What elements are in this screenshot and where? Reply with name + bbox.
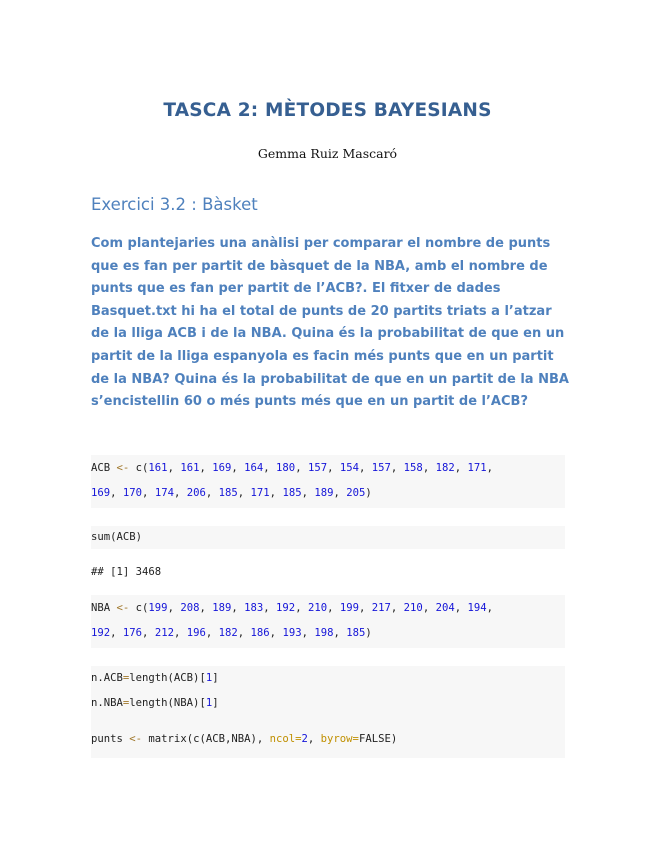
code-line: 192, 176, 212, 196, 182, 186, 193, 198, 185) <box>91 627 372 639</box>
author-name: Gemma Ruiz Mascaró <box>257 146 398 161</box>
code-line: NBA <- c(199, 208, 189, 183, 192, 210, 199, 217, 210, 204, 194, <box>91 602 494 614</box>
code-output: ## [1] 3468 <box>91 566 162 578</box>
code-chunk-sum <box>91 526 565 549</box>
code-line: 169, 170, 174, 206, 185, 171, 185, 189, 205) <box>91 487 372 499</box>
code-chunk-nba <box>91 595 565 648</box>
code-line: punts <- matrix(c(ACB,NBA), ncol=2, byrow=FALSE) <box>91 733 398 745</box>
document-title: TASCA 2: MÈTODES BAYESIANS <box>163 100 492 121</box>
code-line: sum(ACB) <box>91 531 143 543</box>
exercise-question: Com plantejaries una anàlisi per comparar el nombre de punts que es fan per partit de bàsquet de la NBA, amb el nombre de punts que es fan per partit de l’ACB?. El fitxer de dades Basquet.txt hi ha el total de punts de 20 partits triats a l’atzar de la lliga ACB i de la NBA. Quina és la probabilitat de que en un partit de la lliga espanyola es facin més punts que en un partit de la NBA? Quina és la probabilitat de que en un partit de la NBA s’encistellin 60 o més punts més que en un partit de l’ACB? <box>91 236 569 410</box>
code-spacer <box>91 716 565 727</box>
code-chunk-acb <box>91 455 565 508</box>
section-heading: Exercici 3.2 : Bàsket <box>91 195 258 214</box>
code-line: n.ACB=length(ACB)[1] <box>91 672 219 684</box>
code-line: ACB <- c(161, 161, 169, 164, 180, 157, 154, 157, 158, 182, 171, <box>91 462 494 474</box>
code-line: n.NBA=length(NBA)[1] <box>91 697 219 709</box>
code-chunk-matrix <box>91 666 565 758</box>
